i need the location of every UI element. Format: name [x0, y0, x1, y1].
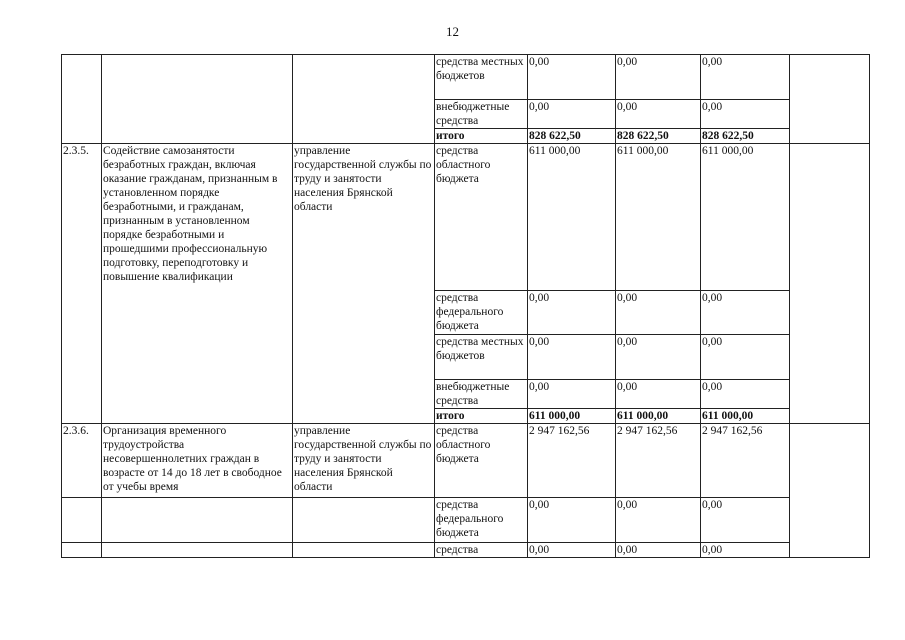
value-cell: 0,00	[528, 335, 616, 380]
funding-source: средства местных бюджетов	[435, 55, 528, 100]
item-name-cell: Организация временного трудоустройства несовершеннолетних граждан в возрасте от 14 до 18 лет в свободное от учебы время	[102, 424, 293, 498]
budget-table	[61, 54, 870, 558]
value-cell: 0,00	[616, 543, 701, 558]
value-cell: 0,00	[701, 291, 790, 335]
table-row	[62, 424, 870, 498]
value-cell: 0,00	[616, 380, 701, 409]
value-cell: 828 622,50	[528, 129, 616, 144]
funding-source: внебюджетные средства	[435, 100, 528, 129]
value-cell: 611 000,00	[701, 409, 790, 424]
note-cell	[790, 55, 870, 144]
item-name-cell: Содействие самозанятости безработных граждан, включая оказание гражданам, признанным в установленном порядке безработными, и гражданам, признанным в установленном порядке безработными и прошедшими профессиональную подготовку, переподготовку и повышение квалификации	[102, 144, 293, 424]
funding-source: средства федерального бюджета	[435, 291, 528, 335]
value-cell: 0,00	[701, 335, 790, 380]
item-name-cell	[102, 55, 293, 144]
funding-source: средства	[435, 543, 528, 558]
value-cell: 611 000,00	[701, 144, 790, 291]
value-cell: 0,00	[528, 55, 616, 100]
value-cell: 0,00	[701, 543, 790, 558]
value-cell: 0,00	[528, 291, 616, 335]
value-cell: 2 947 162,56	[528, 424, 616, 498]
value-cell: 2 947 162,56	[701, 424, 790, 498]
funding-source: средства местных бюджетов	[435, 335, 528, 380]
item-number-cell	[62, 55, 102, 144]
value-cell: 611 000,00	[616, 144, 701, 291]
table-row	[62, 543, 870, 558]
value-cell: 0,00	[616, 55, 701, 100]
table-row	[62, 144, 870, 291]
funding-source: итого	[435, 409, 528, 424]
value-cell: 0,00	[616, 335, 701, 380]
table-row	[62, 498, 870, 543]
value-cell: 0,00	[701, 498, 790, 543]
value-cell: 0,00	[701, 380, 790, 409]
executor-cell	[293, 55, 435, 144]
note-cell	[790, 144, 870, 424]
value-cell: 828 622,50	[616, 129, 701, 144]
value-cell: 611 000,00	[616, 409, 701, 424]
funding-source: итого	[435, 129, 528, 144]
value-cell: 611 000,00	[528, 409, 616, 424]
value-cell: 611 000,00	[528, 144, 616, 291]
value-cell: 0,00	[528, 498, 616, 543]
value-cell: 0,00	[616, 498, 701, 543]
funding-source: средства областного бюджета	[435, 424, 528, 498]
item-number-cell	[62, 498, 102, 543]
value-cell: 0,00	[528, 380, 616, 409]
executor-cell	[293, 543, 435, 558]
value-cell: 0,00	[701, 55, 790, 100]
page-number: 12	[446, 24, 459, 39]
item-name-cell	[102, 498, 293, 543]
table-row	[62, 55, 870, 100]
item-number-cell: 2.3.5.	[62, 144, 102, 424]
value-cell: 2 947 162,56	[616, 424, 701, 498]
executor-cell: управление государственной службы по труду и занятости населения Брянской области	[293, 144, 435, 424]
value-cell: 0,00	[616, 291, 701, 335]
item-number-cell	[62, 543, 102, 558]
note-cell	[790, 424, 870, 558]
executor-cell	[293, 498, 435, 543]
executor-cell: управление государственной службы по труду и занятости населения Брянской области	[293, 424, 435, 498]
funding-source: средства областного бюджета	[435, 144, 528, 291]
value-cell: 0,00	[528, 543, 616, 558]
value-cell: 0,00	[616, 100, 701, 129]
funding-source: средства федерального бюджета	[435, 498, 528, 543]
funding-source: внебюджетные средства	[435, 380, 528, 409]
value-cell: 0,00	[701, 100, 790, 129]
item-number-cell: 2.3.6.	[62, 424, 102, 498]
value-cell: 0,00	[528, 100, 616, 129]
item-name-cell	[102, 543, 293, 558]
value-cell: 828 622,50	[701, 129, 790, 144]
